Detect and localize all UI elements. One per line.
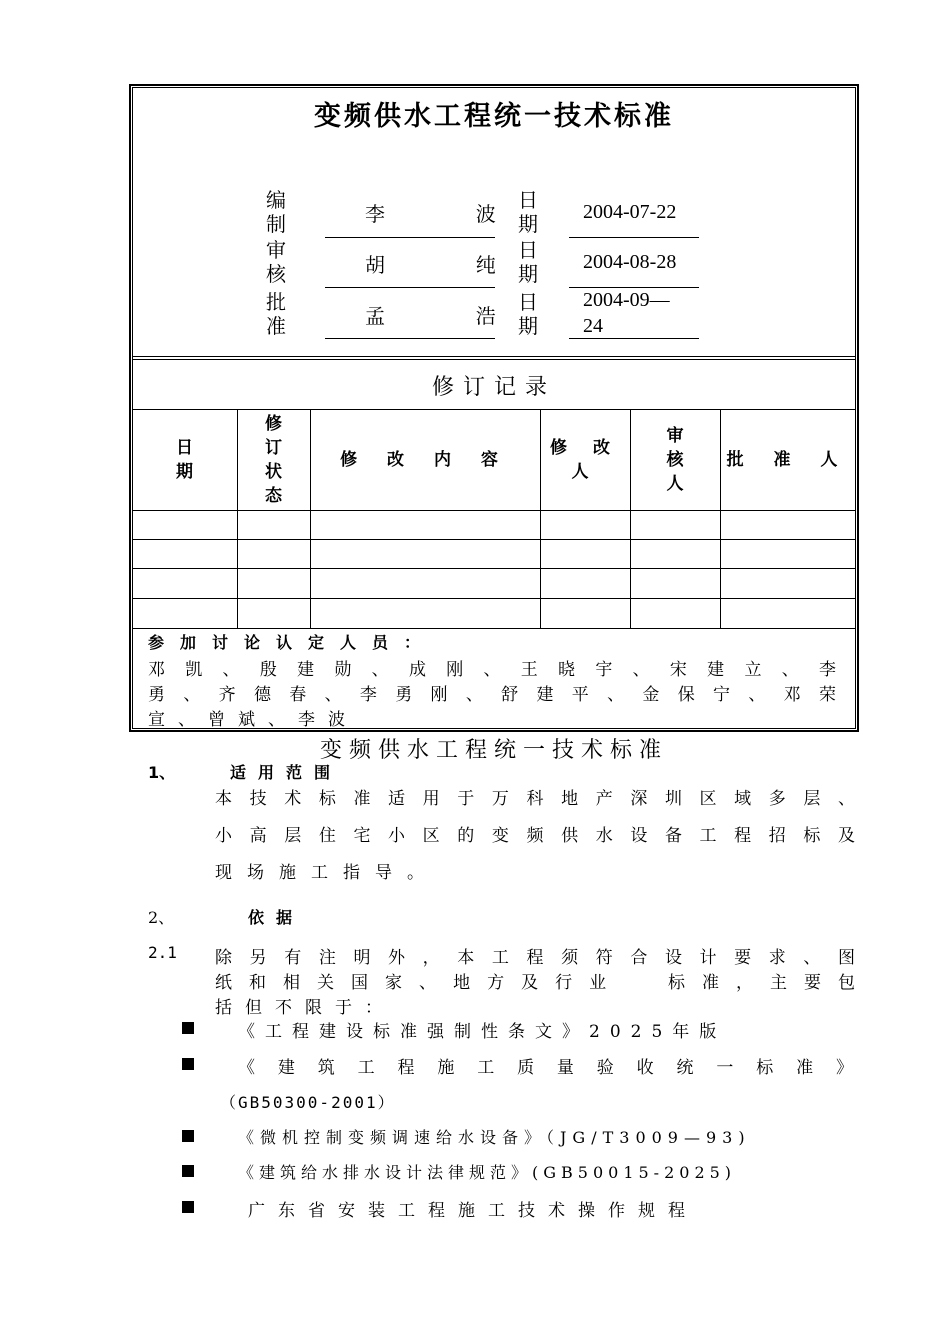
participants-line: 宣、曾斌、李波 — [148, 710, 358, 730]
date-label: 日 期 — [518, 188, 538, 236]
reference-item: 《建筑工程施工质量验收统一标准》 — [238, 1058, 853, 1078]
table-col-rule — [310, 409, 311, 628]
cover-title: 变频供水工程统一技术标准 — [314, 101, 674, 132]
table-rule — [132, 510, 856, 511]
section-divider — [132, 356, 856, 357]
section-1-heading: 适用范围 — [230, 763, 343, 782]
role-label-compile: 编 制 — [266, 188, 286, 236]
reference-item: 《建筑给水排水设计法律规范》(GB50015-2025) — [238, 1163, 737, 1182]
signer-underline — [325, 237, 495, 238]
signer-approve: 孟 浩 — [365, 304, 522, 328]
date-underline — [569, 237, 699, 238]
section-2-1-line: 括但不限于： — [215, 998, 395, 1018]
table-rule — [132, 539, 856, 540]
revision-title: 修订记录 — [431, 375, 556, 400]
col-header-status: 修 订 状 态 — [265, 414, 282, 506]
bullet-square-icon — [182, 1130, 194, 1142]
role-label-review: 审 核 — [266, 238, 286, 286]
section-1-line: 本技术标准适用于万科地产深圳区域多层、 — [215, 789, 855, 809]
date-approve: 2004-09— 24 — [583, 289, 670, 337]
signer-underline — [325, 287, 495, 288]
bullet-square-icon — [182, 1022, 194, 1034]
reference-item: 《工程建设标准强制性条文》2025年版 — [238, 1022, 727, 1042]
date-compile: 2004-07-22 — [583, 201, 677, 223]
col-header-approver: 批 准 人 — [726, 450, 850, 470]
bullet-square-icon — [182, 1058, 194, 1070]
section-2-number: 2、 — [148, 908, 175, 927]
col-header-reviewer: 审 核 人 — [666, 426, 684, 494]
date-underline — [569, 287, 699, 288]
col-header-content: 修 改 内 容 — [340, 450, 510, 470]
table-rule — [132, 628, 856, 629]
col-header-modifier: 修 改 人 — [550, 438, 620, 482]
section-2-1-line: 除另有注明外，本工程须符合设计要求、图 — [215, 948, 855, 968]
standard-title: 变频供水工程统一技术标准 — [319, 738, 668, 763]
date-label: 日 期 — [518, 238, 538, 286]
section-1-number: 1、 — [148, 763, 176, 782]
table-rule — [132, 598, 856, 599]
section-1-line: 现场施工指导。 — [215, 863, 439, 883]
reference-item: 《微机控制变频调速给水设备》（JG/T3009—93) — [238, 1128, 751, 1147]
date-underline — [569, 338, 699, 339]
signer-review: 胡 纯 — [365, 253, 522, 277]
participants-label: 参加讨论认定人员： — [148, 633, 437, 652]
table-rule — [132, 409, 856, 410]
signer-underline — [325, 338, 495, 339]
section-divider — [132, 359, 856, 360]
section-2-1-line: 纸和相关国家、地方及行业 标准，主要包 — [215, 973, 855, 993]
bullet-square-icon — [182, 1201, 194, 1213]
date-review: 2004-08-28 — [583, 251, 677, 273]
section-1-line: 小高层住宅小区的变频供水设备工程招标及 — [215, 826, 855, 846]
date-label: 日 期 — [518, 290, 538, 338]
col-header-date: 日 期 — [176, 438, 193, 482]
reference-item: 广东省安装工程施工技术操作规程 — [248, 1201, 698, 1221]
participants-line: 邓凯、殷建勋、成刚、王晓宇、宋建立、李 — [148, 660, 838, 680]
participants-line: 勇、齐德春、李勇刚、舒建平、金保宁、邓荣 — [148, 685, 838, 705]
table-col-rule — [720, 409, 721, 628]
signer-compile: 李 波 — [365, 202, 522, 226]
section-2-1-number: 2.1 — [148, 943, 177, 962]
section-2-heading: 依据 — [248, 908, 305, 927]
reference-item-code: （GB50300-2001） — [220, 1093, 396, 1112]
role-label-approve: 批 准 — [266, 290, 286, 338]
bullet-square-icon — [182, 1165, 194, 1177]
table-rule — [132, 568, 856, 569]
